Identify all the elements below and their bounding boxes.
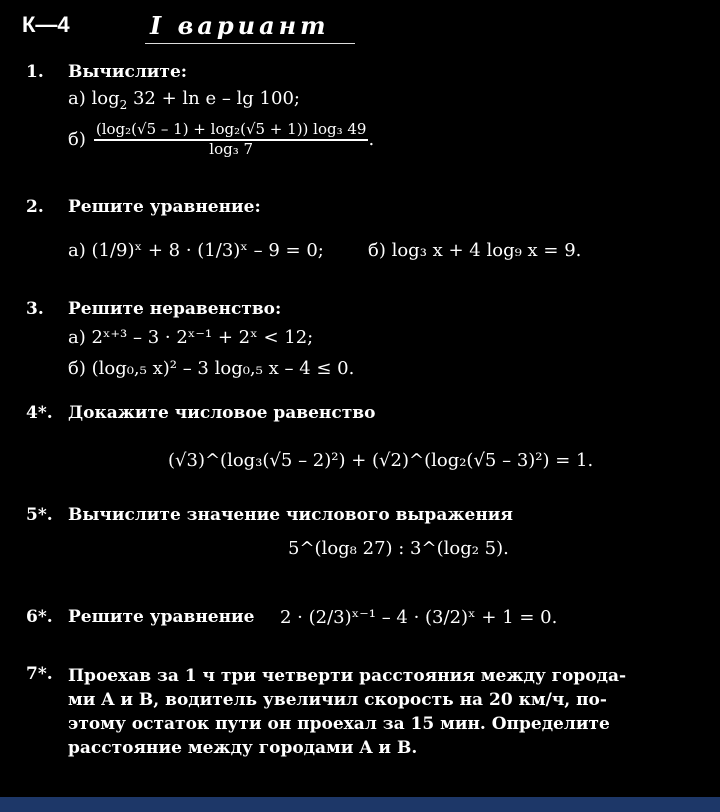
task-7-line: расстояние между городами A и B. (68, 738, 418, 758)
task-3a: а) 2ˣ⁺³ – 3 · 2ˣ⁻¹ + 2ˣ < 12; (68, 327, 314, 348)
task-4-number: 4*. (26, 403, 53, 423)
task-7-number: 7*. (26, 664, 53, 684)
variant-title: I вариант (150, 11, 330, 40)
task-5-title: Вычислите значение числового выражения (68, 505, 513, 525)
task-1b-fraction (94, 122, 369, 158)
task-7-line: ми A и B, водитель увеличил скорость на 20 км/ч, по- (68, 690, 607, 710)
task-7-line: этому остаток пути он проехал за 15 мин. Определите (68, 714, 610, 734)
task-4-expression: (√3)^(log₃(√5 – 2)²) + (√2)^(log₂(√5 – 3)²) = 1. (168, 450, 594, 471)
task-1-title: Вычислите: (68, 62, 188, 82)
task-1b (68, 122, 374, 158)
task-1b-numerator: (log₂(√5 – 1) + log₂(√5 + 1)) log₃ 49 (94, 122, 369, 141)
task-2-title: Решите уравнение: (68, 197, 261, 217)
task-6-number: 6*. (26, 607, 53, 627)
task-7-line: Проехав за 1 ч три четверти расстояния между города- (68, 666, 627, 686)
task-5-expression: 5^(log₈ 27) : 3^(log₂ 5). (288, 538, 509, 559)
task-1-number: 1. (26, 62, 44, 82)
card-code: К—4 (22, 12, 70, 37)
bottom-bar (0, 797, 720, 812)
task-5-number: 5*. (26, 505, 53, 525)
task-1b-label: б) (68, 129, 86, 151)
task-6-title: Решите уравнение (68, 607, 255, 627)
task-1a (68, 88, 300, 112)
task-2-number: 2. (26, 197, 44, 217)
task-1b-dot: . (368, 129, 375, 151)
task-3-title: Решите неравенство: (68, 299, 282, 319)
task-1b-denominator: log₃ 7 (209, 139, 254, 158)
task-2b: б) log₃ x + 4 log₉ x = 9. (368, 240, 582, 261)
task-1a-base: 2 (119, 98, 128, 112)
title-underline (145, 43, 355, 44)
task-2a (68, 240, 324, 261)
task-2a-label: а) (68, 240, 86, 261)
task-7-text (68, 664, 626, 760)
task-3b: б) (log₀,₅ x)² – 3 log₀,₅ x – 4 ≤ 0. (68, 358, 355, 379)
task-4-title: Докажите числовое равенство (68, 403, 376, 423)
task-2a-expr: (1/9)ˣ + 8 · (1/3)ˣ – 9 = 0; (91, 240, 324, 261)
task-6-expression: 2 · (2/3)ˣ⁻¹ – 4 · (3/2)ˣ + 1 = 0. (280, 607, 558, 628)
task-1a-log: а) log (68, 88, 120, 109)
task-3-number: 3. (26, 299, 44, 319)
task-1a-rest: 32 + ln e – lg 100; (127, 88, 300, 109)
